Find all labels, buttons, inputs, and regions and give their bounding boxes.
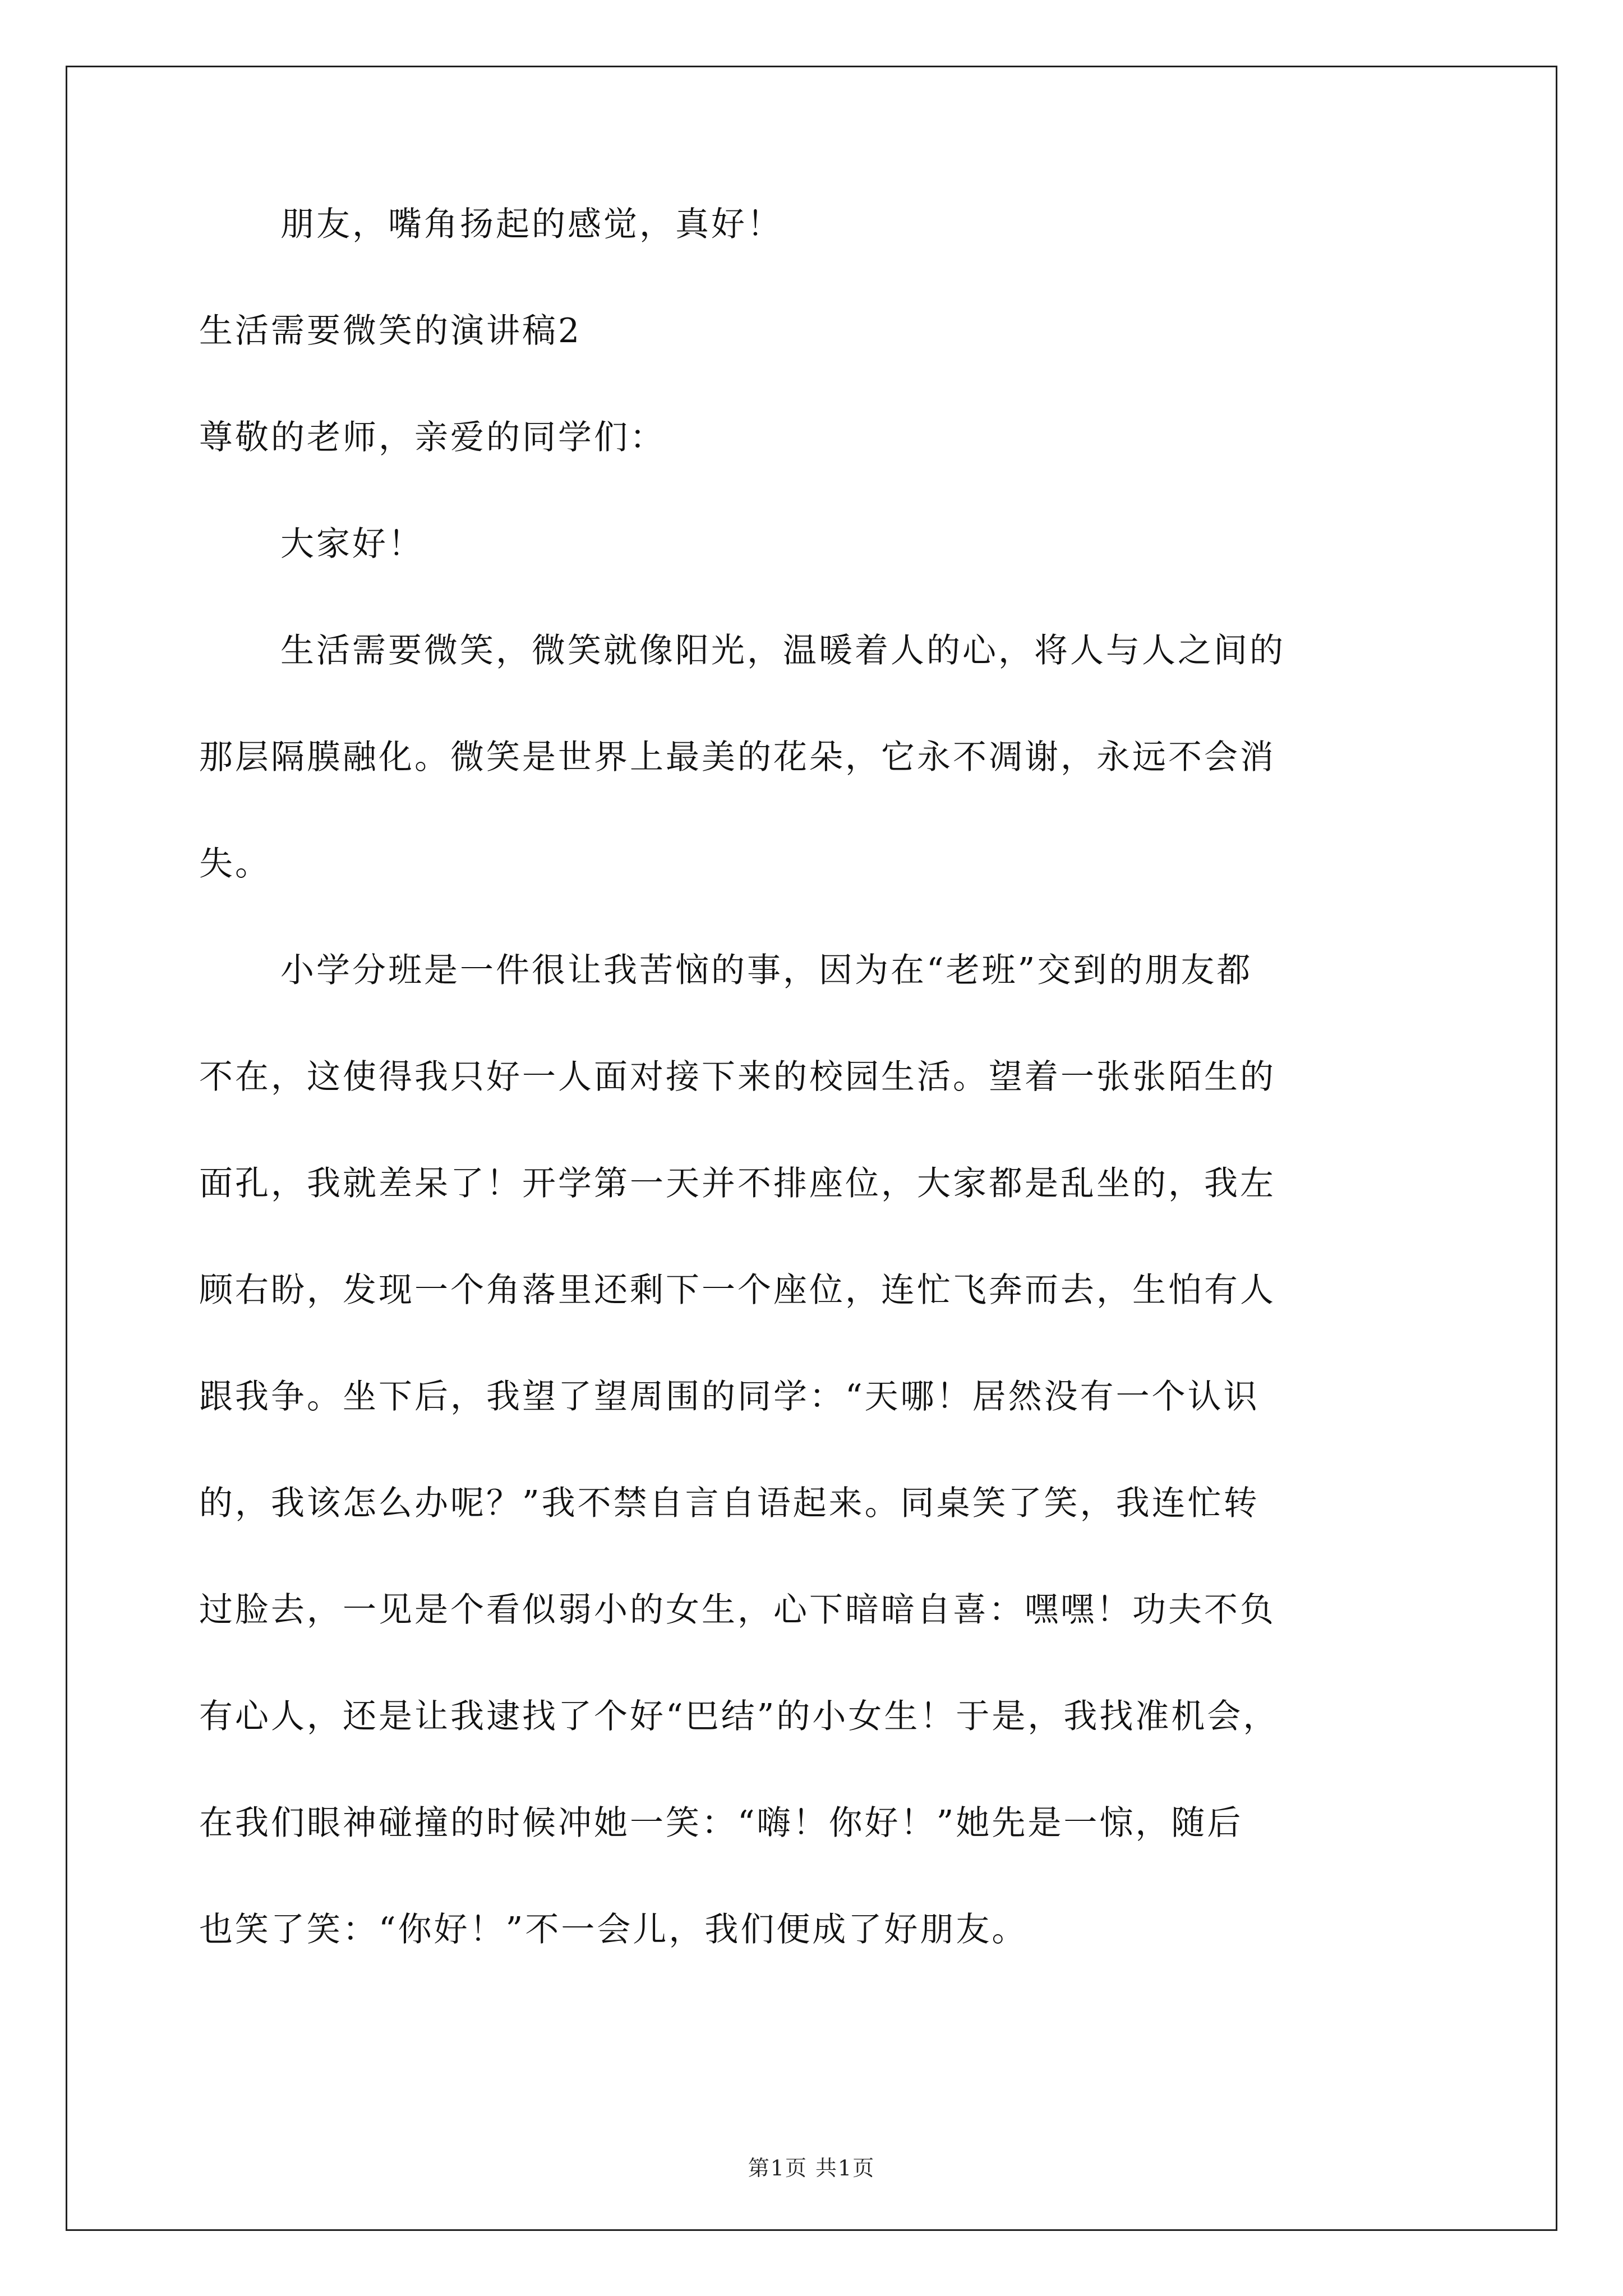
paragraph-line: 不在，这使得我只好一人面对接下来的校园生活。望着一张张陌生的 <box>199 1057 1276 1097</box>
paragraph-line: 的，我该怎么办呢？”我不禁自言自语起来。同桌笑了笑，我连忙转 <box>199 1484 1260 1523</box>
paragraph-line: 也笑了笑：“你好！”不一会儿，我们便成了好朋友。 <box>199 1910 1028 1949</box>
paragraph-line: 在我们眼神碰撞的时候冲她一笑：“嗨！你好！”她先是一惊，随后 <box>199 1803 1243 1843</box>
paragraph-line: 朋友，嘴角扬起的感觉，真好！ <box>280 205 783 244</box>
paragraph-line: 跟我争。坐下后，我望了望周围的同学：“天哪！居然没有一个认识 <box>199 1377 1260 1416</box>
paragraph-line: 失。 <box>199 844 271 884</box>
page-footer: 第1页 共1页 <box>748 2156 875 2180</box>
paragraph-line: 有心人，还是让我逮找了个好“巴结”的小女生！于是，我找准机会， <box>199 1697 1279 1736</box>
paragraph-line: 小学分班是一件很让我苦恼的事，因为在“老班”交到的朋友都 <box>280 951 1253 990</box>
section-title: 生活需要微笑的演讲稿2 <box>199 311 582 351</box>
salutation: 尊敬的老师，亲爱的同学们： <box>199 418 666 457</box>
greeting: 大家好！ <box>280 524 424 564</box>
paragraph-line: 那层隔膜融化。微笑是世界上最美的花朵，它永不凋谢，永远不会消 <box>199 738 1276 777</box>
page-border <box>66 66 1557 2231</box>
paragraph-line: 生活需要微笑，微笑就像阳光，温暖着人的心，将人与人之间的 <box>280 631 1285 670</box>
paragraph-line: 面孔，我就差呆了！开学第一天并不排座位，大家都是乱坐的，我左 <box>199 1164 1276 1203</box>
paragraph-line: 顾右盼，发现一个角落里还剩下一个座位，连忙飞奔而去，生怕有人 <box>199 1271 1276 1310</box>
paragraph-line: 过脸去，一见是个看似弱小的女生，心下暗暗自喜：嘿嘿！功夫不负 <box>199 1590 1276 1630</box>
